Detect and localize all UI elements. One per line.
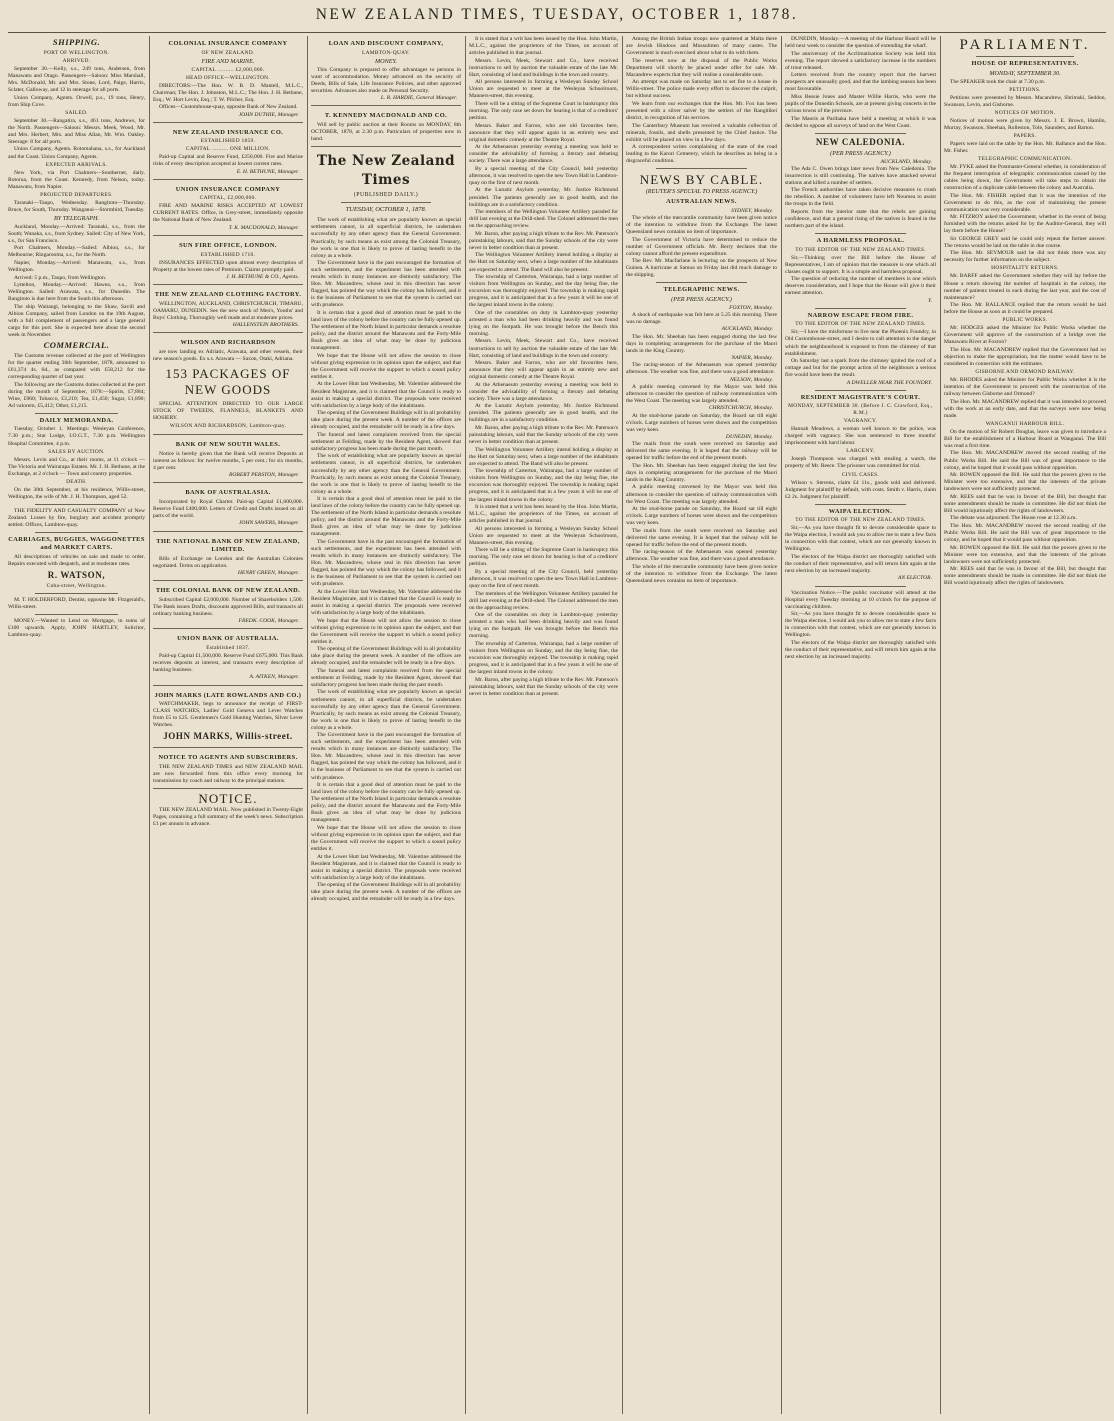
- paragraph: Union Company, Agents. Rotomahana, s.s., for Auckland and the Coast. Union Company, Agents.: [8, 146, 145, 160]
- paragraph: The township of Carterton, Wairarapa, had a large number of visitors from Wellington on Sunday, and the day being fine, the excursion was thoroughly enjoyed. The township is making rapid progress, and it is anticipated that in a few years it will be one of the largest inland towns in the colony.: [469, 468, 618, 503]
- divider: [35, 593, 117, 594]
- paragraph: The opening of the Government Buildings will in all probability take place during the present week. A number of the offices are already occupied, and the remainder will be ready in a few days.: [311, 410, 461, 431]
- paragraph: The Hon. Mr. BALLANCE replied that the return would be laid before the House as soon as it could be prepared.: [944, 302, 1106, 316]
- paragraph: All descriptions of vehicles on sale and made to order. Repairs executed with despatch, and at moderate rates.: [8, 553, 145, 567]
- paragraph: Messrs. Levin, Meek, Stewart and Co., have received instructions to sell by auction the valuable estate of the late Mr. Hart, consisting of land and buildings in the town and country.: [469, 57, 618, 78]
- subheading: HOSPITALITY RETURNS.: [991, 265, 1059, 272]
- paragraph: The Hon. Mr. MACANDREW moved the second reading of the Public Works Bill. He said the Bill was of great importance to the colony, and he hoped that it would pass without opposition.: [944, 522, 1106, 544]
- paragraph: On Saturday last a spark from the chimney ignited the roof of a cottage and but for the prompt action of the neighbours a serious fire would have been the result.: [785, 358, 936, 379]
- dateline: AUCKLAND, Monday.: [721, 326, 773, 333]
- ad-subtitle: FIRE AND MARINE.: [201, 57, 255, 65]
- paragraph: The ship Waitangi, belonging to the Shaw, Savill and Albion Company, sailed from London on the 19th August, with a full complement of passengers and a large general cargo for this port. She is expected here about the second week in November.: [8, 303, 145, 338]
- paragraph: At the Lower Hutt last Wednesday, Mr. Valentine addressed the Resident Magistrate, and it is claimed that the Council is ready to assist in making a special district. The proposals were received with satisfaction by a large body of the inhabitants.: [311, 853, 461, 881]
- ad-sun-fire: [153, 238, 303, 285]
- ad-subtitle: ESTABLISHED 1859.: [200, 138, 256, 145]
- subheading: (PER PRESS AGENCY.): [830, 149, 891, 157]
- subheading: MONDAY, SEPTEMBER 30. (Before J. C. Crawford, Esq., R.M.): [788, 403, 933, 417]
- column-rule: [940, 36, 941, 1414]
- paragraph: We hope that the House will not allow the session to close without giving expression to its opinion upon the subject, and that the Government will receive the support to which a sound policy entitles it.: [311, 824, 461, 852]
- column-rule: [622, 36, 623, 1414]
- paragraph: The question of reducing the number of members is one which deserves consideration, and I hope that the House will give it their earnest attention.: [785, 276, 936, 297]
- paragraph: September 30.—Kelly, s.s., 249 tons, Andersen, from Manawatu and Otago. Passengers—Saloon: Miss Marshall, Mrs. McDonald, Mr. and Mrs. Stone, Lord, Paige, Harris, Sclater, Galloway, and 12 in steerage for all ports.: [8, 66, 145, 94]
- subheading: HOUSE OF REPRESENTATIVES.: [971, 60, 1079, 67]
- section-title: TELEGRAPHIC NEWS.: [663, 286, 740, 294]
- signature: FREDK. COOK, Manager.: [238, 618, 299, 625]
- paragraph: Mr. BOWEN opposed the Bill. He said that the powers given to the Minister were too extensive, and that the interests of the private landowners were not sufficiently protected.: [944, 472, 1106, 493]
- divider: [976, 56, 1073, 57]
- subheading: PAPERS.: [1013, 132, 1037, 139]
- signature: HALLENSTEIN BROTHERS.: [232, 322, 299, 329]
- divider: [815, 390, 906, 391]
- signature: JOHN DUTHIE, Manager.: [238, 111, 299, 118]
- paragraph: By a special meeting of the City Council, held yesterday afternoon, it was resolved to open the new Town Hall in Lambton-quay on the first of next month.: [469, 165, 618, 186]
- section-title: SHIPPING.: [52, 37, 101, 47]
- paragraph: Lyttelton, Monday.—Arrived: Hawea, s.s., from Wellington. Sailed: Arawata, s.s., for Dunedin. The Rangitoto is due here from the South this afternoon.: [8, 282, 145, 303]
- paragraph: At the Athenaeum yesterday evening a meeting was held to consider the advisability of forming a literary and debating society. There was a large attendance.: [469, 381, 618, 402]
- paragraph: At the Lower Hutt last Wednesday, Mr. Valentine addressed the Resident Magistrate, and it is claimed that the Council is ready to assist in making a special district. The proposals were received with satisfaction by a large body of the inhabitants.: [311, 381, 461, 409]
- column-letters-court: [785, 36, 936, 1416]
- ad-title: WILSON AND RICHARDSON: [180, 339, 276, 347]
- column-rule: [307, 36, 308, 1414]
- ad-headline: 153 PACKAGES OF NEW GOODS: [165, 365, 291, 397]
- paragraph: The opening of the Government Buildings will in all probability take place during the present week. A number of the offices are already occupied, and the remainder will be ready in a few days.: [311, 646, 461, 667]
- dateline: DUNEDIN, Monday.: [725, 434, 773, 441]
- subheading: PUBLIC WORKS.: [1002, 317, 1048, 324]
- paragraph: The SPEAKER took the chair at 7.30 p.m.: [950, 78, 1046, 85]
- paragraph: Will sell by public auction at their Rooms on MONDAY, 8th OCTOBER, 1878, at 2.30 p.m. Particulars of properties now in hand.: [311, 121, 461, 142]
- paragraph: Sir GEORGE GREY said he could only repeat the former answer. The returns would be laid on the table in due course.: [944, 235, 1106, 249]
- ad-clothing-factory: [153, 287, 303, 333]
- paragraph: The racing-season of the Athenaeum was opened yesterday afternoon. The weather was fine, and there was a good attendance.: [626, 549, 777, 563]
- paragraph: The work of establishing what are popularly known as special settlements cannot, in all superficial districts, be undertaken successfully by any other agency than the General Government. Practically, by such means as exist among the Colonial Treasury, the work is one that is likely to prove of lasting benefit to the colony as a whole.: [311, 453, 461, 495]
- paragraph: THE NEW ZEALAND TIMES and NEW ZEALAND MAIL are now forwarded from this office every morning for transmission by coach and railway to the principal stations.: [153, 763, 303, 784]
- subheading: NOTICES OF MOTION.: [994, 109, 1056, 116]
- paragraph: All persons interested in forming a Wesleyan Sunday School Union are requested to meet at the Wesleyan Schoolroom, Manners-street, this evening.: [469, 525, 618, 546]
- paragraph: The electors of the Waipa district are thoroughly satisfied with the conduct of their representative, and will return him again at the next election by an increased majority.: [785, 553, 936, 574]
- paragraph: Petitions were presented by Messrs. Macandrew, Shrimski, Seddon, Swanson, Levin, and Gisborne.: [944, 94, 1106, 108]
- divider: [815, 133, 906, 134]
- paragraph: We learn from our exchanges that the Hon. Mr. Fox has been presented with a silver salver by the settlers of the Rangitikei district, in recognition of his services.: [626, 100, 777, 122]
- paragraph: SPECIAL ATTENTION DIRECTED TO OUR LARGE STOCK OF TWEEDS, FLANNELS, BLANKETS AND HOSIERY.: [153, 400, 303, 422]
- subheading: TO THE EDITOR OF THE NEW ZEALAND TIMES.: [795, 321, 926, 328]
- ad-colonial-bank: [153, 583, 303, 629]
- signature: Y.: [928, 297, 932, 304]
- ad-loan-discount: [311, 36, 461, 106]
- paragraph: The mails from the south were received on Saturday and delivered the same evening. It is hoped that the railway will be opened for traffic before the end of the present month.: [626, 527, 777, 548]
- subheading: EXPECTED ARRIVALS.: [45, 161, 108, 168]
- paragraph: The Hon. Mr. SEYMOUR said he did not think there was any necessity for further information on the subject.: [944, 250, 1106, 264]
- paragraph: The Government of Victoria have determined to reduce the number of Government officials. Mr. Berry declares that the colony cannot afford the present expenditure.: [626, 236, 777, 257]
- subheading: PORT OF WELLINGTON.: [43, 50, 110, 56]
- dateline: NELSON, Monday.: [729, 376, 773, 383]
- subheading: AUSTRALIAN NEWS.: [666, 198, 737, 206]
- advertisement: M. T. HOLDERFORD, Dentist, opposite Mr. Fitzgerald's, Willis-street.: [8, 597, 145, 611]
- signature: A. AITKEN, Manager.: [249, 674, 299, 681]
- dateline: CHRISTCHURCH, Monday.: [708, 405, 773, 412]
- paragraph: Miss Bessie Jones and Master Willie Harris, who were the pupils of the Dunedin Schools, are at present giving concerts in the various towns of the province.: [785, 93, 936, 114]
- paragraph: It is stated that a writ has been issued by the Hon. John Martin, M.L.C., against the proprietors of the Times, on account of articles published in that journal.: [469, 36, 618, 57]
- paragraph: Tuesday, October 1. Meetings: Wesleyan Conference, 7.30 p.m.; Star Lodge, I.O.G.T., 7.30 p.m. Wellington Hospital Committee, 4 p.m.: [8, 426, 145, 447]
- paragraph: The Maoris at Parihaka have held a meeting at which it was decided to oppose all surveys of land on the West Coast.: [785, 115, 936, 129]
- paragraph: At the Lunatic Asylum yesterday, Mr. Justice Richmond presided. The patients generally are in good health, and the buildings are in a satisfactory condition.: [469, 187, 618, 208]
- signature: T. K. MACDONALD, Manager.: [228, 225, 299, 232]
- paragraph: Mr. FITZROY asked the Government, whether in the event of being furnished with the returns asked for by the Auditor-General, they will lay them before the House?: [944, 214, 1106, 235]
- paragraph: Sir,—As you have thought fit to devote considerable space to the Waipa election, I would ask you to allow me to state a few facts in connection with that contest, which are not generally known in Wellington.: [785, 525, 936, 553]
- ad-subtitle: MONEY.: [375, 57, 397, 65]
- subheading: VAGRANCY.: [843, 418, 878, 425]
- ad-address: Cuba-street, Wellington.: [46, 583, 107, 590]
- paragraph: At the Athenaeum yesterday evening a meeting was held to consider the advisability of forming a literary and debating society. There was a large attendance.: [469, 144, 618, 165]
- subheading: DEATH.: [66, 478, 87, 485]
- paragraph: We hope that the House will not allow the session to close without giving expression to its opinion upon the subject, and that the Government will receive the support to which a sound policy entitles it.: [311, 352, 461, 380]
- ad-title: NOTICE TO AGENTS AND SUBSCRIBERS.: [158, 754, 298, 762]
- paragraph: Messrs. Baker and Farron, who are old favourites here, announce that they will appear again in an entirely new and original domestic comedy at the Theatre Royal.: [469, 122, 618, 143]
- ad-title: LOAN AND DISCOUNT COMPANY,: [328, 40, 444, 47]
- paragraph: The whole of the mercantile community have been given notice of the intention to withdraw from the Exchange. The latest Queensland news contains no item of importance.: [626, 564, 777, 585]
- paragraph: The electors of the Waipa district are thoroughly satisfied with the conduct of their representative, and will return him again at the next election by an increased majority.: [785, 639, 936, 660]
- divider: [35, 504, 117, 505]
- subheading: GISBORNE AND ORMOND RAILWAY.: [975, 369, 1075, 376]
- subheading: BY TELEGRAPH.: [53, 214, 100, 222]
- paragraph: One of the constables on duty in Lambton-quay yesterday arrested a man who had been drinking heavily and was found lying on the footpath. He was brought before the Bench this morning.: [469, 612, 618, 640]
- paragraph: At the stud-horse parade on Saturday, the Board sat till eight o'clock. Large numbers of horses were shown and the competition was very keen.: [626, 412, 777, 433]
- ad-title: JOHN MARKS (LATE ROWLANDS AND CO.): [154, 691, 302, 699]
- paragraph: The Hon. Mr. MACANDREW moved the second reading of the Public Works Bill. He said the Bill was of great importance to the colony, and he hoped that it would pass without opposition.: [944, 450, 1106, 471]
- subheading: PROJECTED DEPARTURES.: [40, 191, 113, 198]
- paragraph: The work of establishing what are popularly known as special settlements cannot, in all superficial districts, be undertaken successfully by any other agency than the General Government. Practically, by such means as exist among the Colonial Treasury, the work is one that is likely to prove of lasting benefit to the colony as a whole.: [311, 689, 461, 731]
- paragraph: Sir,—I have the misfortune to live near the Phoenix Foundry, in Old Customhouse-street, and I desire to call attention to the danger which the neighbourhood is exposed to from the chimney of that establishment.: [785, 329, 936, 357]
- ad-national-bank: [153, 534, 303, 582]
- ad-colonial-insurance: [153, 36, 303, 123]
- ad-subtitle: OF NEW ZEALAND.: [201, 49, 255, 56]
- ad-bank-nsw: [153, 437, 303, 483]
- paragraph: A public meeting convened by the Mayor was held this afternoon to consider the question of railway communication with the West Coast. The meeting was largely attended.: [626, 484, 777, 505]
- paragraph: Letters received from the country report that the harvest prospects are unusually good, and that the lambing season has been most favourable.: [785, 72, 936, 93]
- paragraph: Paid-up Capital and Reserve Fund, £250,000. Fire and Marine risks of every description accepted at lowest current rates.: [153, 154, 303, 168]
- paragraph: The township of Carterton, Wairarapa, had a large number of visitors from Wellington on Sunday, and the day being fine, the excursion was thoroughly enjoyed. The township is making rapid progress, and it is anticipated that in a few years it will be one of the largest inland towns in the colony.: [469, 274, 618, 309]
- signature: E. H. BETHUNE, Manager.: [236, 168, 299, 175]
- paragraph: The following are the Customs duties collected at the port during the month of September, 1878:—Spirits, £7,884; Wine, £960; Tobacco, £3,210; Tea, £1,450; Sugar, £1,890; Ad valorem, £5,412; Other, £1,215.: [8, 381, 145, 409]
- paragraph: The anniversary of the Acclimatisation Society was held this evening. The report showed a satisfactory increase in the numbers of trout released.: [785, 50, 936, 71]
- paper-title: The New Zealand Times: [316, 153, 456, 189]
- paragraph: The racing-season of the Athenaeum was opened yesterday afternoon. The weather was fine, and there was a good attendance.: [626, 362, 777, 376]
- section-title: WAIPA ELECTION.: [828, 507, 893, 515]
- ad-name: R. WATSON,: [47, 570, 106, 581]
- ad-title: THE NATIONAL BANK OF NEW ZEALAND, LIMITED.: [156, 537, 300, 553]
- ad-union-bank: [153, 631, 303, 685]
- subheading: TELEGRAPHIC COMMUNICATION.: [978, 155, 1072, 162]
- paragraph: Auckland, Monday.—Arrived: Taranaki, s.s., from the South; Wanaka, s.s., from Sydney. Sailed: City of New York, s.s., for San Francisco.: [8, 223, 145, 244]
- paragraph: Offices—Customhouse-quay, opposite Bank of New Zealand.: [159, 104, 298, 111]
- column-editorial: [311, 36, 461, 1416]
- ad-title: UNION BANK OF AUSTRALIA.: [177, 635, 279, 643]
- paragraph: Bills of Exchange on London and the Australian Colonies negotiated. Terms on application.: [153, 555, 303, 569]
- paragraph: Mr. FYKE asked the Postmaster-General whether, in consideration of the frequent interruption of telegraphic communication caused by the cables being down, the Government will take steps to obtain the construction of a duplicate cable between the colony and Australia.: [944, 163, 1106, 191]
- advertisement: THE FIDELITY AND CASUALTY COMPANY of New Zealand. Losses by fire, burglary and accident promptly settled. Offices, Lambton-quay.: [8, 507, 145, 528]
- paragraph: The French authorities have taken decisive measures to crush the rebellion. A number of volunteers have left Noumea to assist the troops in the field.: [785, 187, 936, 208]
- paragraph: Mr. BARFF asked the Government whether they will lay before the House a return showing the number of hospitals in the colony, the number of patients treated in each during the last year, and the cost of maintenance?: [944, 273, 1106, 301]
- column-cable-news: [626, 36, 777, 1416]
- subheading: DAILY MEMORANDA.: [39, 416, 114, 424]
- paragraph: On the 30th September, at his residence, Willis-street, Wellington, the wife of Mr. J. H. Thompson, aged 52.: [8, 486, 145, 500]
- paragraph: Port Chalmers, Monday.—Sailed: Albion, s.s., for Melbourne; Ringarooma, s.s., for the North.: [8, 245, 145, 259]
- section-title: NEWS BY CABLE.: [639, 172, 764, 188]
- paragraph: Subscribed Capital £2,000,000. Number of Shareholders 1,500. The Bank issues Drafts, discounts approved Bills, and transacts all ordinary banking business.: [153, 596, 303, 617]
- paragraph: Mr. RHODES asked the Minister for Public Works whether it is the intention of the Government to proceed with the construction of the railway between Gisborne and Ormond?: [944, 377, 1106, 398]
- paragraph: The members of the Wellington Volunteer Artillery paraded for drill last evening at the Drill-shed. The Colonel addressed the men on the approaching review.: [469, 590, 618, 611]
- section-title: NARROW ESCAPE FROM FIRE.: [807, 311, 914, 319]
- paragraph: Incorporated by Royal Charter. Paid-up Capital £1,600,000. Reserve Fund £400,000. Letters of Credit and Drafts issued on all parts of the world.: [153, 498, 303, 519]
- paragraph: By a special meeting of the City Council, held yesterday afternoon, it was resolved to open the new Town Hall in Lambton-quay on the first of next month.: [469, 568, 618, 590]
- ad-john-marks: [153, 688, 303, 749]
- paragraph: Joseph Thompson was charged with stealing a watch, the property of Mr. Reece. The prisoner was committed for trial.: [785, 456, 936, 470]
- paragraph: September 30.—Rangatira, s.s., 461 tons, Andrews, for the North. Passengers—Saloon: Messrs. Meek, Wood, Mr. and Mrs. Herbert, Mrs. and Miss Allan, Mr. Wm. Oakley. Steerage: 8 for all ports.: [8, 117, 145, 145]
- paragraph: are now landing ex Adriatic, Arawata, and other vessels, their new season's goods. Ex s.s. Arawata — Saxon, Otaki, Adriana.: [153, 348, 303, 362]
- paragraph: Mr. Baron, after paying a high tribute to the Rev. Mr. Paterson's painstaking labours, said that the Sunday schools of the city were never in better condition than at present.: [469, 230, 618, 251]
- signature: JOHN SAWERS, Manager.: [238, 520, 299, 527]
- paragraph: New York, via Port Chalmers—Southerner, daily. Rotorua, from the Coast. Kennedy, from Nelson, today. Manawatu, from Napier.: [8, 169, 145, 190]
- column-rule: [149, 36, 150, 1414]
- paragraph: At the Lunatic Asylum yesterday, Mr. Justice Richmond presided. The patients generally are in good health, and the buildings are in a satisfactory condition.: [469, 403, 618, 424]
- paragraph: It is certain that a good deal of attention must be paid to the land laws of the colony before the country can be fully opened up. The settlement of the North Island in particular demands a resolute policy, and the district around the Manawatu and the Forty-Mile Bush gives an idea of what may be done by judicious management.: [311, 496, 461, 538]
- paragraph: The Government have in the past encouraged the formation of such settlements, and the experiment has been attended with results which in many instances are distinctly satisfactory. The Hon. Mr. Macandrew, whose zeal in this direction has never flagged, has pointed the way which the colony has followed, and it is the business of Parliament to see that the system is carried out with prudence.: [311, 732, 461, 781]
- column-local-news: [469, 36, 618, 1416]
- ad-capital: CAPITAL, £2,000,000.: [199, 195, 257, 202]
- subheading: LARCENY.: [846, 448, 875, 455]
- ad-subtitle: Established 1837.: [206, 644, 250, 651]
- paper-subtitle: (PUBLISHED DAILY.): [353, 192, 419, 199]
- paragraph: On the motion of Sir Robert Douglas, leave was given to introduce a Bill for the establishment of a Harbour Board at Wanganui. The Bill was read a first time.: [944, 428, 1106, 449]
- paragraph: The opening of the Government Buildings will in all probability take place during the present week. A number of the offices are already occupied, and the remainder will be ready in a few days.: [311, 882, 461, 903]
- column-insurance-banks: [153, 36, 303, 1416]
- column-shipping: [8, 36, 145, 1416]
- paragraph: DUNEDIN, Monday.—A meeting of the Harbour Board will be held next week to consider the question of extending the wharf.: [785, 36, 936, 50]
- paragraph: Vaccination Notice.—The public vaccinator will attend at the Hospital every Tuesday morning at 10 o'clock for the purpose of vaccinating children.: [785, 589, 936, 610]
- ad-title: CARRIAGES, BUGGIES, WAGGONETTES and MARKET CARTS.: [8, 535, 145, 552]
- ad-title: THE COLONIAL BANK OF NEW ZEALAND.: [155, 587, 301, 595]
- signature: HENRY GREEN, Manager.: [237, 570, 299, 577]
- paragraph: Among the British Indian troops now quartered at Malta there are Jewish Hindoos and Mussulmen of many castes. The Government is much exercised about what to do with them.: [626, 36, 777, 57]
- dateline: AUCKLAND, Monday.: [880, 158, 932, 165]
- ad-title: T. KENNEDY MACDONALD AND CO.: [324, 112, 448, 120]
- paragraph: The Government have in the past encouraged the formation of such settlements, and the experiment has been attended with results which in many instances are distinctly satisfactory. The Hon. Mr. Macandrew, whose zeal in this direction has never flagged, has pointed the way which the colony has followed, and it is the business of Parliament to see that the system is carried out with prudence.: [311, 538, 461, 588]
- divider: [35, 614, 117, 615]
- divider: [35, 532, 117, 533]
- paragraph: At the Lower Hutt last Wednesday, Mr. Valentine addressed the Resident Magistrate, and it is claimed that the Council is ready to assist in making a special district. The proposals were received with satisfaction by a large body of the inhabitants.: [311, 588, 461, 616]
- paragraph: The township of Carterton, Wairarapa, had a large number of visitors from Wellington on Sunday, and the day being fine, the excursion was thoroughly enjoyed. The township is making rapid progress, and it is anticipated that in a few years it will be one of the largest inland towns in the colony.: [469, 640, 618, 676]
- ad-wilson-richardson: [153, 335, 303, 435]
- ad-title: UNION INSURANCE COMPANY: [175, 185, 281, 193]
- paragraph: There will be a sitting of the Supreme Court in bankruptcy this morning. The only case set down for hearing is that of a creditors' petition.: [469, 100, 618, 122]
- paragraph: Union Company, Agents. Orwell, p.s., 19 tons, Henry, from Ship Cove.: [8, 94, 145, 108]
- paragraph: Mr. REES said that he was in favour of the Bill, but thought that some amendments should be made in committee. He did not think the Bill would injuriously affect the rights of landowners.: [944, 566, 1106, 587]
- paragraph: The Ada C. Owen brings later news from New Caledonia. The insurrection is still continuing. The natives have attacked several stations and killed a number of settlers.: [785, 165, 936, 186]
- subheading: TO THE EDITOR OF THE NEW ZEALAND TIMES.: [795, 517, 926, 524]
- paragraph: FIRE AND MARINE RISKS ACCEPTED AT LOWEST CURRENT RATES. Office, in Grey-street, immediately opposite the National Bank of New Zealand.: [153, 203, 303, 224]
- paragraph: The work of establishing what are popularly known as special settlements cannot, in all superficial districts, be undertaken successfully by any other agency than the General Government. Practically, by such means as exist among the Colonial Treasury, the work is one that is likely to prove of lasting benefit to the colony as a whole.: [311, 217, 461, 259]
- subheading: PETITIONS.: [1009, 86, 1041, 93]
- ad-nz-insurance: [153, 125, 303, 180]
- subheading: TO THE EDITOR OF THE NEW ZEALAND TIMES.: [795, 246, 926, 253]
- ad-title: NEW ZEALAND INSURANCE CO.: [172, 128, 284, 136]
- subheading: WANGANUI HARBOUR BILL.: [985, 420, 1065, 427]
- paragraph: The reserves now at the disposal of the Public Works Department will shortly be placed under offer for sale. Mr. Macandrew expects that they will realise a considerable sum.: [626, 57, 777, 78]
- section-title: COMMERCIAL.: [43, 340, 110, 351]
- section-title: PARLIAMENT.: [959, 37, 1091, 53]
- signature: L. R. HARDIE, General Manager.: [380, 95, 457, 102]
- paragraph: A correspondent writes complaining of the state of the road leading to the Karori Cemetery, which he describes as being in a disgraceful condition.: [626, 144, 777, 165]
- advertisement: MONEY.—Wanted to Lend on Mortgage, in sums of £100 upwards. Apply, JOHN HARTLEY, Solicitor, Lambton-quay.: [8, 618, 145, 639]
- ad-title: SUN FIRE OFFICE, LONDON.: [179, 242, 277, 250]
- paragraph: The whole of the mercantile community have been given notice of the intention to withdraw from the Exchange. The latest Queensland news contains no item of importance.: [626, 214, 777, 235]
- paragraph: The members of the Wellington Volunteer Artillery paraded for drill last evening at the Drill-shed. The Colonel addressed the men on the approaching review.: [469, 209, 618, 230]
- ad-notice-mail: [153, 791, 303, 828]
- paragraph: Messrs. Levin, Meek, Stewart and Co., have received instructions to sell by auction the valuable estate of the late Mr. Hart, consisting of land and buildings in the town and country.: [469, 338, 618, 359]
- ad-title: NOTICE.: [198, 791, 258, 807]
- section-title: NEW CALEDONIA.: [815, 136, 906, 147]
- ad-capital: CAPITAL .......... ONE MILLION.: [185, 146, 271, 153]
- paragraph: The Wellington Volunteer Artillery intend holding a display at the Hutt on Saturday next, when a large number of the inhabitants are expected to attend. The Band will also be present.: [469, 252, 618, 273]
- signature: A DWELLER NEAR THE FOUNDRY.: [846, 379, 932, 386]
- ad-title: THE NEW ZEALAND CLOTHING FACTORY.: [154, 291, 302, 299]
- paragraph: Sir,—As you have thought fit to devote considerable space to the Waipa election, I would ask you to allow me to state a few facts in connection with that contest, which are not generally known in Wellington.: [785, 611, 936, 639]
- paragraph: One of the constables on duty in Lambton-quay yesterday arrested a man who had been drinking heavily and was found lying on the footpath. He was brought before the Bench this morning.: [469, 309, 618, 337]
- paragraph: DIRECTORS:—The Hon. W. B. D. Mantell, M.L.C., Chairman; The Hon. J. Johnston, M.L.C.; The Hon. J. H. Bethune, Esq.; W. Hort Levin, Esq.; T. W. Pilcher, Esq.: [153, 82, 303, 103]
- paragraph: The Rev. Mr. Macfarlane is lecturing on the prospects of New Guinea. A hurricane at Samoa on Friday last did much damage to the shipping.: [626, 258, 777, 279]
- ad-capital: CAPITAL .......... £2,000,000.: [191, 66, 265, 73]
- paragraph: It is certain that a good deal of attention must be paid to the land laws of the colony before the country can be fully opened up. The settlement of the North Island in particular demands a resolute policy, and the district around the Manawatu and the Forty-Mile Bush gives an idea of what may be done by judicious management.: [311, 782, 461, 824]
- paragraph: It is stated that a writ has been issued by the Hon. John Martin, M.L.C., against the proprietors of the Times, on account of articles published in that journal.: [469, 504, 618, 525]
- paragraph: The Customs revenue collected at the port of Wellington for the quarter ending 30th September, 1878, amounted to £61,374 4s. 6d., as compared with £58,212 for the corresponding quarter of last year.: [8, 353, 145, 381]
- subheading: (PER PRESS AGENCY.): [671, 295, 732, 303]
- paragraph: The funeral and latest complaints received from the special settlement at Feilding, made by the Resident Agent, showed that satisfactory progress has been made during the past month.: [311, 431, 461, 452]
- paragraph: The Hon. Mr. FISHER replied that it was the intention of the Government to do this, as the cost of maintaining the present communication was very considerable.: [944, 192, 1106, 213]
- paragraph: WELLINGTON, AUCKLAND, CHRISTCHURCH, TIMARU, OAMARU, DUNEDIN. See the new stock of Men's, Youths' and Boys' Clothing. Thoroughly well made and at moderate prices.: [153, 300, 303, 321]
- subheading: CIVIL CASES.: [841, 471, 880, 478]
- paragraph: The Wellington Volunteer Artillery intend holding a display at the Hutt on Saturday next, when a large number of the inhabitants are expected to attend. The Band will also be present.: [469, 446, 618, 467]
- column-parliament: [944, 36, 1106, 1416]
- divider: [656, 282, 747, 283]
- ad-union-insurance: [153, 182, 303, 236]
- paragraph: Arrived: 5 p.m., Taupo, from Wellington.: [14, 274, 107, 281]
- subheading: (REUTER'S SPECIAL TO PRESS AGENCY.): [645, 188, 758, 196]
- paragraph: The funeral and latest complaints received from the special settlement at Feilding, made by the Resident Agent, showed that satisfactory progress has been made during the past month.: [311, 667, 461, 688]
- signature: ROBERT PERSTON, Manager.: [228, 472, 299, 479]
- divider: [35, 413, 117, 414]
- paragraph: The Government have in the past encouraged the formation of such settlements, and the experiment has been attended with results which in many instances are distinctly satisfactory. The Hon. Mr. Macandrew, whose zeal in this direction has never flagged, has pointed the way which the colony has followed, and it is the business of Parliament to see that the system is carried out with prudence.: [311, 260, 461, 309]
- paragraph: Wilson v. Stevens, claim £4 11s., goods sold and delivered. Judgment for plaintiff by default, with costs. Smith v. Harris, claim £2 2s. Judgment for plaintiff.: [785, 479, 936, 500]
- paragraph: It is certain that a good deal of attention must be paid to the land laws of the colony before the country can be fully opened up. The settlement of the North Island in particular demands a resolute policy, and the district around the Manawatu and the Forty-Mile Bush gives an idea of what may be done by judicious management.: [311, 309, 461, 352]
- divider: [656, 168, 747, 169]
- subheading: ARRIVED.: [62, 58, 91, 64]
- subheading: MONDAY, SEPTEMBER 30.: [989, 69, 1061, 77]
- paragraph: Mr. Baron, after paying a high tribute to the Rev. Mr. Paterson's painstaking labours, said that the Sunday schools of the city were never in better condition than at present.: [469, 425, 618, 446]
- ad-bank-australasia: [153, 485, 303, 531]
- signature: JOHN MARKS, Willis-street.: [163, 731, 293, 742]
- paragraph: Sir,—Thinking over the Bill before the House of Representatives, I am of opinion that the measure is one which all classes ought to support. It is a simple and harmless proposal.: [785, 254, 936, 275]
- signature: AN ELECTOR.: [897, 575, 932, 582]
- paragraph: Hannah Meadows, a woman well known to the police, was charged with vagrancy. She was sentenced to three months' imprisonment with hard labour.: [785, 426, 936, 447]
- editorial-date: TUESDAY, OCTOBER 1, 1878.: [345, 206, 427, 214]
- paragraph: Notices of motion were given by Messrs. J. E. Brown, Hamlin, Murray, Swanson, Sheehan, Rolleston, Tole, Saunders, and Barton.: [944, 117, 1106, 131]
- paragraph: We hope that the House will not allow the session to close without giving expression to its opinion upon the subject, and that the Government will receive the support to which a sound policy entitles it.: [311, 617, 461, 645]
- paragraph: Mr. Baron, after paying a high tribute to the Rev. Mr. Paterson's painstaking labours, said that the Sunday schools of the city were never in better condition than at present.: [469, 676, 618, 697]
- paragraph: The Hon. Mr. Sheehan has been engaged during the last few days in completing arrangements for the purchase of the Maori lands in the King Country.: [626, 333, 777, 354]
- ad-subtitle: ESTABLISHED 1710.: [200, 251, 256, 258]
- paragraph: The Hon. Mr. MACANDREW replied that the Government had no objection to make the appropriation, but the matter would have to be considered in connection with the estimates.: [944, 346, 1106, 367]
- ad-subtitle: HEAD OFFICE—WELLINGTON.: [185, 74, 271, 81]
- section-title: A HARMLESS PROPOSAL.: [816, 237, 905, 245]
- paragraph: INSURANCES EFFECTED upon almost every description of Property at the lowest rates of Premium. Claims promptly paid.: [153, 259, 303, 273]
- paragraph: A public meeting convened by the Mayor was held this afternoon to consider the question of railway communication with the West Coast. The meeting was largely attended.: [626, 383, 777, 404]
- paragraph: Notice is hereby given that the Bank will receive Deposits at interest as follows: for twelve months, 5 per cent.; for six months, 4 per cent.: [153, 450, 303, 471]
- masthead: NEW ZEALAND TIMES, TUESDAY, OCTOBER 1, 1878.: [315, 6, 799, 23]
- ad-notice-agents: [153, 750, 303, 789]
- paragraph: Paid-up Capital £1,500,000. Reserve Fund £675,000. This Bank receives deposits at interest, and transacts every description of banking business.: [153, 652, 303, 673]
- divider: [815, 233, 906, 234]
- paragraph: The Hon. Mr. Sheehan has been engaged during the last few days in completing arrangements for the purchase of the Maori lands in the King Country.: [626, 462, 777, 483]
- paragraph: Taranaki—Taupo, Wednesday. Rangitoto—Thursday. Bruce, for South, Thursday. Wanganui—Stormbird, Tuesday.: [8, 199, 145, 213]
- paragraph: The Canterbury Museum has received a valuable collection of minerals, fossils, and shells presented by the Chief Justice. The exhibit will be placed on view in a few days.: [626, 122, 777, 143]
- paragraph: Papers were laid on the table by the Hon. Mr. Ballance and the Hon. Mr. Fisher.: [944, 140, 1106, 154]
- masthead-rule: [8, 32, 1106, 33]
- paragraph: This Company is prepared to offer advantages to persons in want of accommodation. Money advanced on the security of Deeds, Bills of Sale, Life Insurance Policies, and other approved securities. Advances also made on Personal Security.: [311, 66, 461, 94]
- dateline: NAPIER, Monday.: [731, 355, 773, 362]
- ad-kennedy-macdonald: [311, 108, 461, 147]
- dateline: FOXTON, Monday.: [729, 304, 773, 311]
- divider: [815, 586, 906, 587]
- paragraph: An attempt was made on Saturday last to set fire to a house in Willis-street. The police made every effort to discover the culprit, but without success.: [626, 79, 777, 100]
- paragraph: THE NEW ZEALAND MAIL. Now published in Twenty-Eight Pages, containing a full summary of the week's news. Subscription £1 per annum in advance.: [153, 807, 303, 828]
- paragraph: The debate was adjourned. The House rose at 12.30 a.m.: [950, 515, 1077, 522]
- paragraph: Napier, Monday.—Arrived: Manawatu, s.s., from Wellington.: [8, 260, 145, 274]
- paragraph: Mr. BOWEN opposed the Bill. He said that the powers given to the Minister were too extensive, and that the interests of the private landowners were not sufficiently protected.: [944, 544, 1106, 565]
- paragraph: Mr. REES said that he was in favour of the Bill, but thought that some amendments should be made in committee. He did not think the Bill would injuriously affect the rights of landowners.: [944, 493, 1106, 514]
- section-title: RESIDENT MAGISTRATE'S COURT.: [800, 393, 921, 401]
- ad-subtitle: LAMBTON-QUAY.: [362, 49, 410, 56]
- divider: [815, 504, 906, 505]
- ad-title: BANK OF NEW SOUTH WALES.: [175, 441, 281, 449]
- column-rule: [465, 36, 466, 1414]
- divider: [815, 308, 906, 309]
- paragraph: There will be a sitting of the Supreme Court in bankruptcy this morning. The only case set down for hearing is that of a creditors' petition.: [469, 547, 618, 568]
- dateline: SYDNEY, Monday.: [731, 207, 773, 214]
- subheading: SALES BY AUCTION.: [48, 448, 105, 455]
- paragraph: The Hon. Mr. MACANDREW replied that it was intended to proceed with the work at an early date, and that the surveys were now being made.: [944, 398, 1106, 419]
- paragraph: All persons interested in forming a Wesleyan Sunday School Union are requested to meet at the Wesleyan Schoolroom, Manners-street, this evening.: [469, 79, 618, 100]
- ad-title: COLONIAL INSURANCE COMPANY: [168, 40, 288, 47]
- paragraph: Messrs. Baker and Farron, who are old favourites here, announce that they will appear again in an entirely new and original domestic comedy at the Theatre Royal.: [469, 360, 618, 381]
- column-rule: [781, 36, 782, 1414]
- paragraph: The mails from the south were received on Saturday and delivered the same evening. It is hoped that the railway will be opened for traffic before the end of the present month.: [626, 441, 777, 462]
- paragraph: Messrs. Levin and Co., at their rooms, at 11 o'clock — The Victoria and Wairarapa Estates. Mr. J. H. Bethune, at the Exchange, at 2 o'clock — Town and country properties.: [8, 456, 145, 477]
- signature: J. H. BETHUNE & CO., Agents.: [226, 274, 299, 281]
- paragraph: WATCHMAKER, begs to announce the receipt of FIRST-CLASS WATCHES, Ladies' Gold Geneva and Lever Watches from £5 to £25. Gentlemen's Gold Hunting Watches, Silver Lever Watches.: [153, 701, 303, 729]
- paragraph: A shock of earthquake was felt here at 5.25 this morning. There was no damage.: [626, 311, 777, 325]
- paragraph: Mr. HODGES asked the Minister for Public Works whether the Government will approve of the construction of a bridge over the Manawatu River at Foxton?: [944, 325, 1106, 346]
- paragraph: At the stud-horse parade on Saturday, the Board sat till eight o'clock. Large numbers of horses were shown and the competition was very keen.: [626, 506, 777, 527]
- subheading: SAILED.: [65, 109, 88, 116]
- signature: WILSON AND RICHARDSON, Lambton-quay.: [169, 423, 287, 430]
- ad-title: BANK OF AUSTRALASIA.: [185, 489, 271, 497]
- divider: [341, 202, 431, 203]
- paragraph: Reports from the interior state that the rebels are gaining confidence, and that a general rising of the natives is feared in the northern part of the island.: [785, 208, 936, 230]
